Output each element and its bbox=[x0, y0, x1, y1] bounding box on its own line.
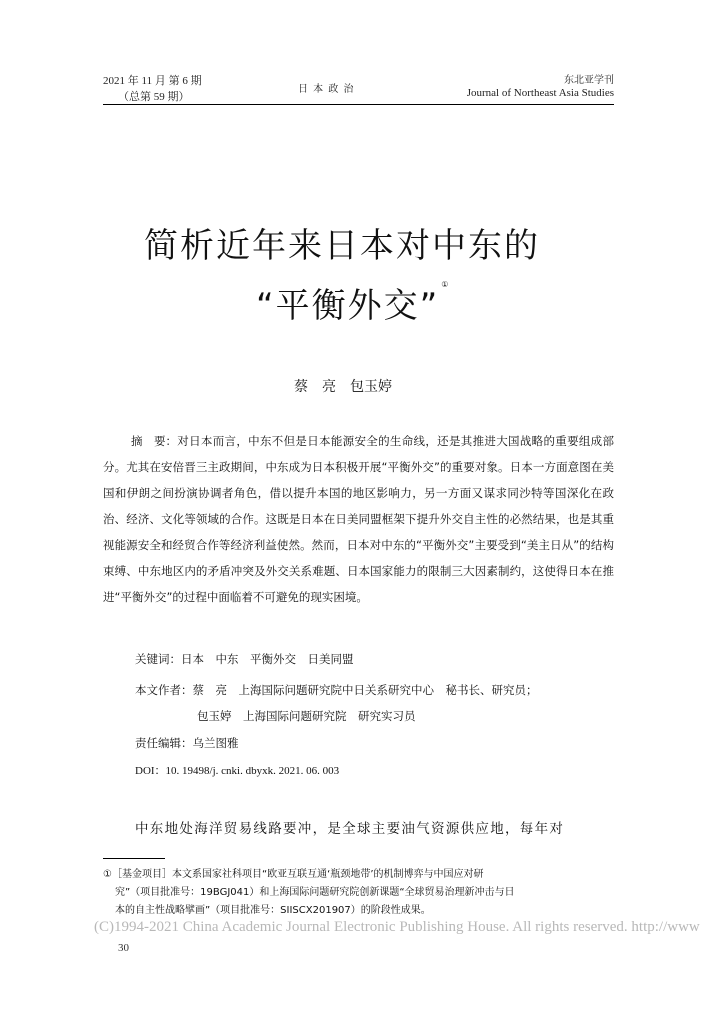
title-text: “平衡外交” bbox=[256, 286, 440, 326]
journal-name-en: Journal of Northeast Asia Studies bbox=[466, 87, 614, 99]
editor-name: 乌兰图雅 bbox=[192, 736, 239, 750]
keywords-label: 关键词： bbox=[135, 652, 181, 666]
footnote-rule bbox=[103, 858, 165, 859]
issue-total: （总第 59 期） bbox=[118, 91, 190, 103]
keywords-value: 日本 中东 平衡外交 日美同盟 bbox=[181, 652, 354, 666]
footnote-line3: 本的自主性战略擘画”（项目批准号：SIISCX201907）的阶段性成果。 bbox=[115, 905, 431, 916]
abstract-text: 对日本而言，中东不但是日本能源安全的生命线，还是其推进大国战略的重要组成部分。尤其在安倍晋三主政期间，中东成为日本积极开展“平衡外交”的重要对象。日本一方面意图在美国和伊朗之间扮演协调者角色，借以提升本国的地区影响力，另一方面又谋求同沙特等国深化在政治、经济、文化等领域的合作。这既是日本在日美同盟框架下提升外交自主性的必然结果，也是其重视能源安全和经贸合作等经济利益使然。然而，日本对中东的“平衡外交”主要受到“美主日从”的结构束缚、中东地区内的矛盾冲突及外交关系难题、日本国家能力的限制三大因素制约，这使得日本在推进“平衡外交”的过程中面临着不可避免的现实困境。 bbox=[103, 434, 614, 604]
page-number: 30 bbox=[118, 942, 129, 954]
article-authors bbox=[135, 682, 538, 698]
abstract bbox=[103, 428, 614, 610]
author-names: 蔡 亮 包玉婷 bbox=[294, 379, 392, 395]
author2-affiliation: 包玉婷 上海国际问题研究院 研究实习员 bbox=[197, 709, 416, 723]
doi: DOI：10. 19498/j. cnki. dbyxk. 2021. 06. 003 bbox=[135, 765, 340, 777]
section-name: 日 本 政 治 bbox=[298, 84, 355, 95]
copyright-watermark: (C)1994-2021 China Academic Journal Electronic Publishing House. All rights reserved. http://www bbox=[94, 919, 700, 935]
footnote-line1: ①［基金项目］本文系国家社科项目“欧亚互联互通‘瓶颈地带’的机制博弈与中国应对研 bbox=[103, 869, 484, 880]
title-footnote-mark: ① bbox=[441, 280, 451, 289]
responsible-editor bbox=[135, 735, 239, 751]
authors-label: 本文作者： bbox=[135, 683, 193, 697]
author1-affiliation: 蔡 亮 上海国际问题研究院中日关系研究中心 秘书长、研究员； bbox=[192, 683, 538, 697]
article-title-line1: 简析近年来日本对中东的 bbox=[144, 226, 540, 266]
footnote bbox=[103, 866, 618, 920]
keywords bbox=[135, 651, 354, 667]
editor-label: 责任编辑： bbox=[135, 736, 193, 750]
journal-name-cn: 东北亚学刊 bbox=[564, 75, 614, 86]
issue-date: 2021 年 11 月 第 6 期 bbox=[103, 75, 202, 87]
article-title-line2 bbox=[256, 278, 450, 327]
body-first-line: 中东地处海洋贸易线路要冲，是全球主要油气资源供应地，每年对 bbox=[135, 821, 565, 837]
footnote-line2: 究”（项目批准号：19BGJ041）和上海国际问题研究院创新课题“全球贸易治理新冲击与日 bbox=[115, 887, 515, 898]
abstract-label: 摘 要： bbox=[131, 434, 177, 448]
header-rule bbox=[103, 104, 614, 105]
